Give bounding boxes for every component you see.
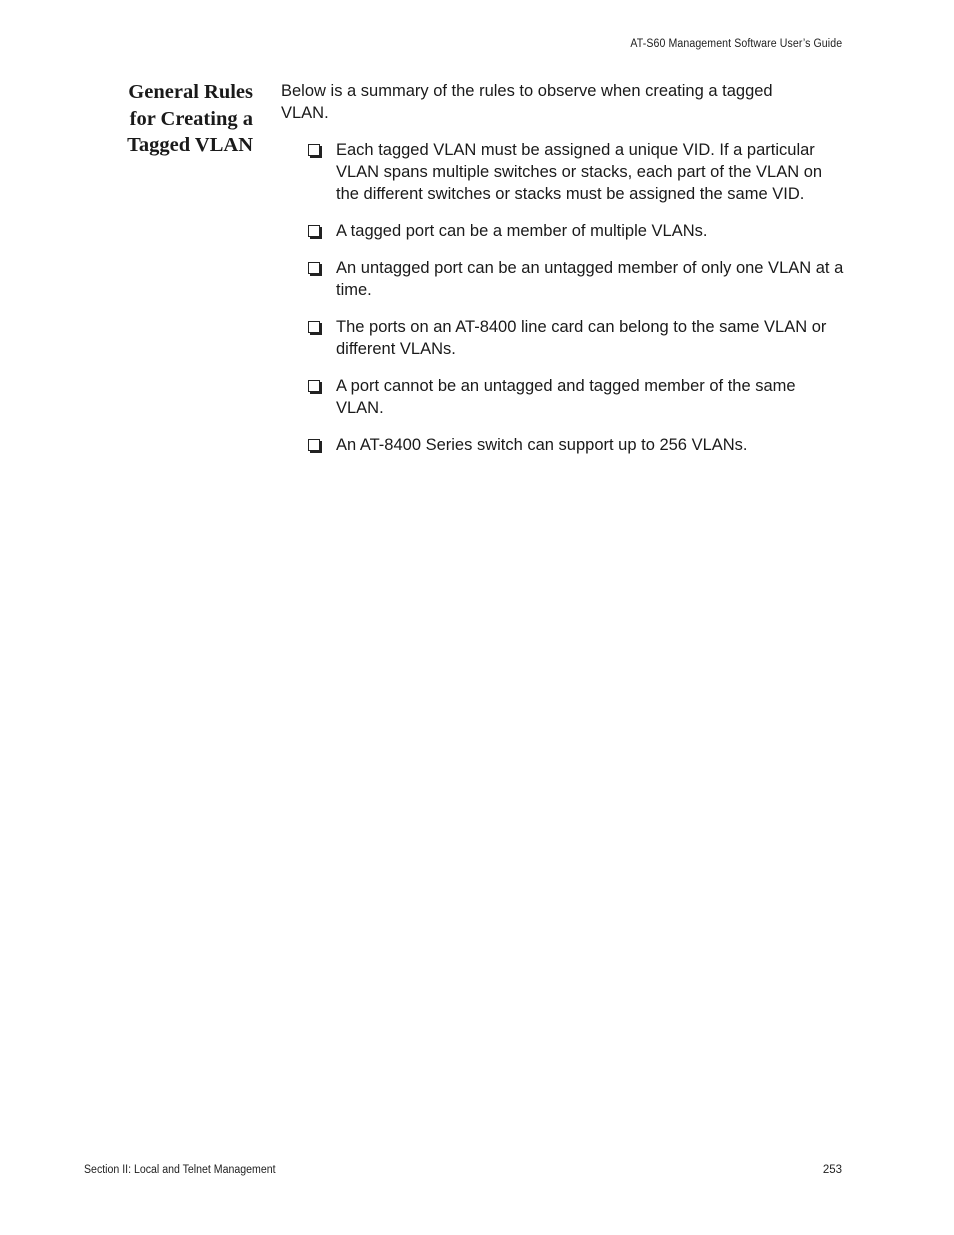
rule-text: A port cannot be an untagged and tagged member of the same VLAN. (336, 377, 796, 417)
section-heading-line: for Creating a (129, 107, 253, 130)
section-body (281, 80, 847, 471)
intro-paragraph: Below is a summary of the rules to observe when creating a tagged VLAN. (281, 82, 773, 122)
checkbox-bullet-icon (308, 225, 320, 237)
section-heading (80, 79, 253, 159)
footer-page-number: 253 (822, 1164, 842, 1176)
rule-text: Each tagged VLAN must be assigned a unique VID. If a particular VLAN spans multiple switches or stacks, each part of the VLAN on the different switches or stacks must be assigned the same VID. (336, 141, 823, 203)
rule-item (281, 434, 847, 456)
rule-text: An untagged port can be an untagged member of only one VLAN at a time. (336, 259, 844, 299)
rule-item (281, 220, 847, 242)
checkbox-bullet-icon (308, 380, 320, 392)
checkbox-bullet-icon (308, 439, 320, 451)
running-header-title: AT-S60 Management Software User’s Guide (630, 38, 842, 50)
checkbox-bullet-icon (308, 321, 320, 333)
rules-list (281, 139, 847, 456)
rule-item (281, 375, 847, 419)
checkbox-bullet-icon (308, 144, 320, 156)
rule-text: An AT-8400 Series switch can support up to 256 VLANs. (336, 436, 748, 454)
rule-item (281, 257, 847, 301)
section-heading-line: Tagged VLAN (127, 134, 253, 156)
rule-item (281, 139, 847, 205)
rule-item (281, 316, 847, 360)
rule-text: A tagged port can be a member of multiple VLANs. (336, 222, 708, 240)
footer-section-label: Section II: Local and Telnet Management (84, 1164, 276, 1176)
checkbox-bullet-icon (308, 262, 320, 274)
section-heading-line: General Rules (128, 81, 253, 103)
rule-text: The ports on an AT-8400 line card can belong to the same VLAN or different VLANs. (336, 318, 827, 358)
